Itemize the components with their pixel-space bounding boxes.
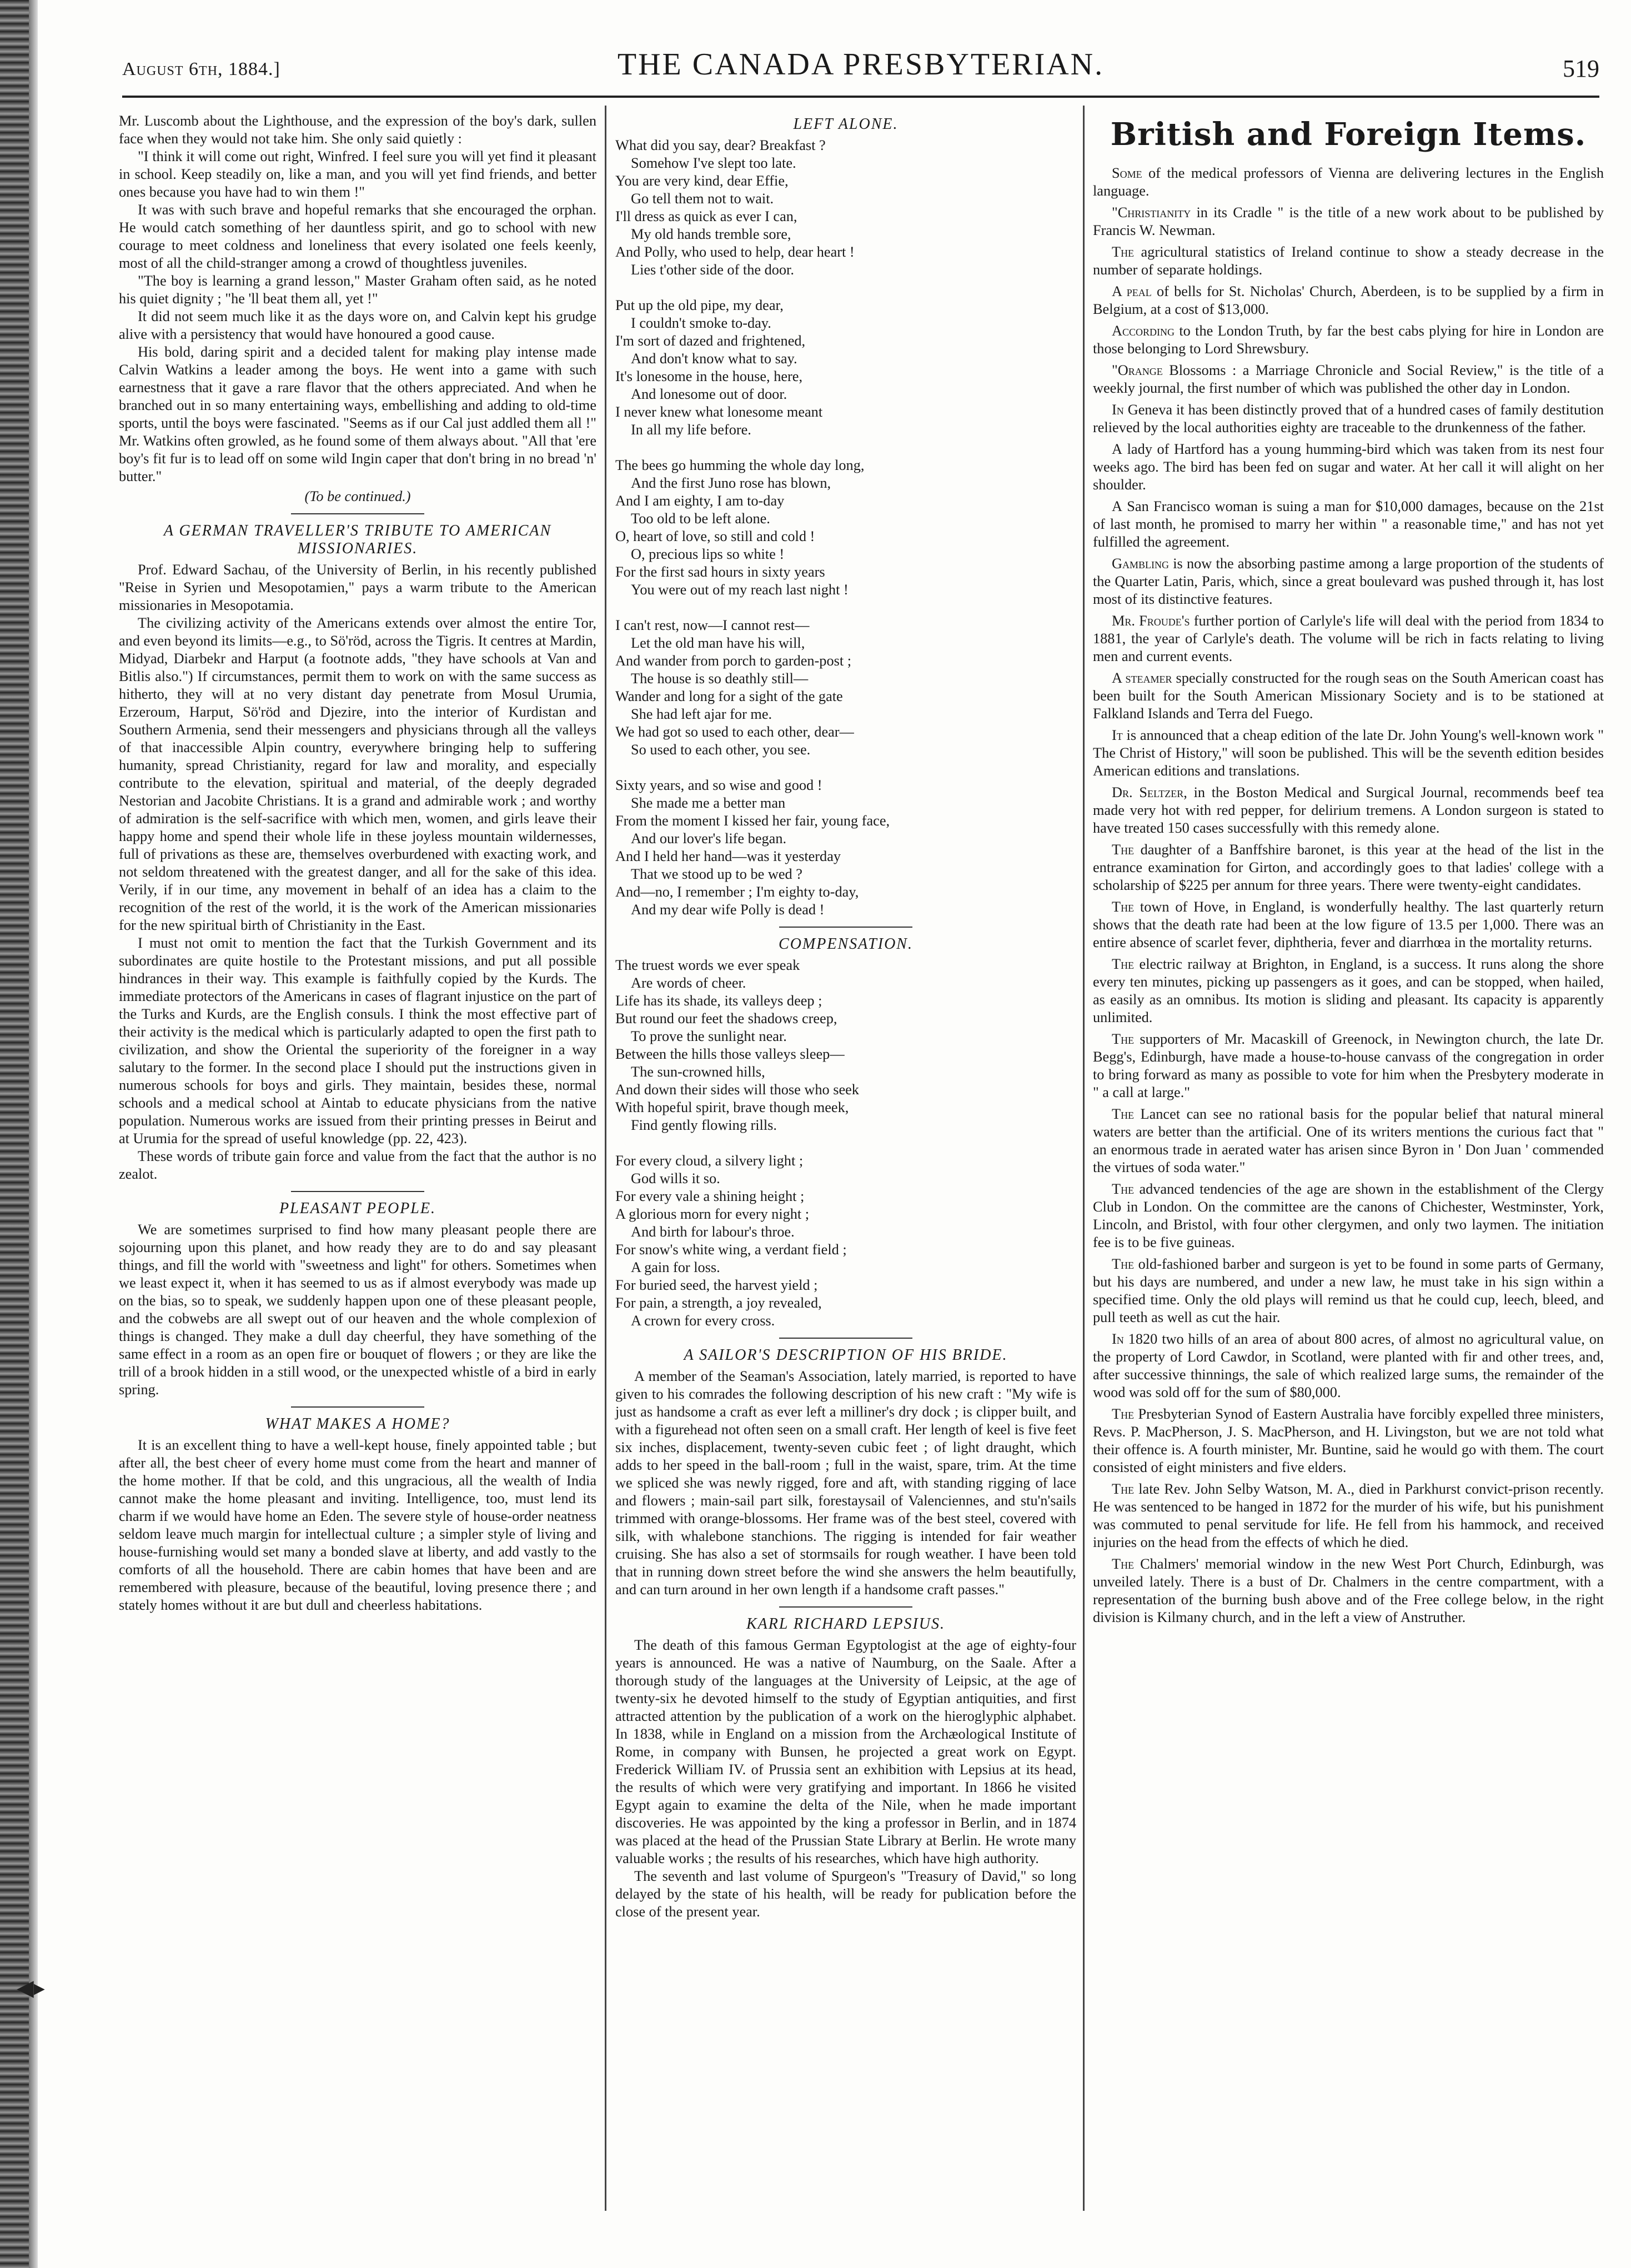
book-binding-edge	[0, 0, 29, 2268]
section-divider	[779, 1338, 912, 1339]
poem-line: To prove the sunlight near.	[631, 1028, 787, 1044]
poem-left-alone	[615, 137, 1076, 919]
news-item-lead: The	[1112, 1556, 1135, 1572]
paragraph: "The boy is learning a grand lesson," Master Graham often said, as he noted his quiet dignity ; "he 'll beat them all, yet !"	[119, 273, 596, 307]
poem-line: For pain, a strength, a joy revealed,	[615, 1295, 822, 1311]
poem-line: Lies t'other side of the door.	[631, 262, 794, 278]
paragraph: A member of the Seaman's Association, lately married, is reported to have given to his comrades the following description of his new craft : "My wife is just as handsome a craft as ever left a milliner's dry dock ; is clipper built, and with a figurehead not often seen on a small craft. Her length of keel is five feet six inches, displacement, twenty-seven cubic feet ; of light draught, which adds to her speed in the ball-room ; full in the waist, spare, trim. At the time we spliced she was newly rigged, fore and aft, with standing rigging of lace and flowers ; main-sail part silk, forestaysail of Valenciennes, and stu'n'sails trimmed with orange-blossoms. Her frame was of the best steel, covered with silk, with whalebone stanchions. The rigging is intended for fair weather cruising. She has also a set of stormsails for rough weather. I have been told that in running down street before the wind she answers the helm beautifully, and can turn around in her own length if a handsome craft passes."	[615, 1368, 1076, 1598]
column-2	[615, 112, 1076, 1921]
news-item	[1093, 784, 1604, 837]
news-item-text: further portion of Carlyle's life will deal with the period from 1834 to 1881, the year of Carlyle's death. The volume will be rich in facts relating to living men and current events.	[1093, 613, 1604, 664]
poem-line: Life has its shade, its valleys deep ;	[615, 993, 822, 1009]
article-heading: A GERMAN TRAVELLER'S TRIBUTE TO AMERICAN MISSIONARIES.	[163, 522, 552, 557]
news-item	[1093, 1180, 1604, 1251]
poem-line: Sixty years, and so wise and good !	[615, 777, 822, 793]
column-1	[119, 112, 596, 1614]
paragraph: It did not seem much like it as the days wore on, and Calvin kept his grudge alive with a persistency that would have honoured a good cause.	[119, 308, 596, 342]
news-item-text: is now the absorbing pastime among a large proportion of the students of the Quarter Latin, Paris, which, since a great boulevard was pushed through it, has lost most of its distinctive features.	[1093, 555, 1604, 607]
poem-line: O, heart of love, so still and cold !	[615, 528, 815, 544]
poem-line: Let the old man have his will,	[631, 635, 805, 651]
article-heading: KARL RICHARD LEPSIUS.	[746, 1615, 946, 1633]
poem-line: I never knew what lonesome meant	[615, 404, 823, 420]
poem-line: For the first sad hours in sixty years	[615, 564, 825, 580]
paragraph: "I think it will come out right, Winfred. I feel sure you will yet find it pleasant in school. Keep steadily on, like a man, and you will yet find friends, and better ones because you have had to win them !"	[119, 148, 596, 200]
news-item-text: late Rev. John Selby Watson, M. A., died in Parkhurst convict-prison recently. He was sentenced to be hanged in 1872 for the murder of his wife, but his punishment was commuted to penal servitude for life. He fell from his hammock, and received injuries on the head from the effects of which he died.	[1093, 1481, 1604, 1550]
paragraph: The death of this famous German Egyptologist at the age of eighty-four years is announced. He was a native of Naumburg, on the Saale. After a thorough study of the languages at the University of Leipsic, at the age of twenty-six he devoted himself to the study of Egyptian antiquities, and first attracted attention by the publication of a work on the hieroglyphic alphabet. In 1838, while in England on a mission from the Archæological Institute of Rome, in company with Bunsen, he projected a great work on Egypt. Frederick William IV. of Prussia sent an exhibition with Lepsius at its head, the results of which were very gratifying and important. In 1866 he visited Egypt again to examine the delta of the Nile, when he made important discoveries. He was appointed by the king a professor in Berlin, and in 1874 was placed at the head of the Prussian State Library at Berlin. He wrote many valuable works ; the results of his researches, which have high authority.	[615, 1637, 1076, 1866]
poem-line: The bees go humming the whole day long,	[615, 457, 865, 473]
poem-line: I'm sort of dazed and frightened,	[615, 333, 806, 349]
news-item-lead: The	[1112, 1406, 1135, 1422]
news-item-text: old-fashioned barber and surgeon is yet to be found in some parts of Germany, but his days are numbered, and under a new law, he must take in his sign within a specified time. Only the old plays will remind us that he could cup, leech, bleed, and pull teeth as well as cut the hair.	[1093, 1256, 1604, 1325]
news-item-lead: Mr. Froude's	[1112, 613, 1190, 629]
column-rule-1	[605, 106, 606, 2211]
poem-line: And—no, I remember ; I'm eighty to-day,	[615, 884, 859, 900]
news-item	[1093, 164, 1604, 200]
news-item-text: specially constructed for the rough seas on the South American coast has been built for the South American Missionary Society and is to be stationed at Falkland Islands and Terra del Fuego.	[1093, 670, 1604, 722]
poem-line: She made me a better man	[631, 795, 786, 811]
news-item	[1093, 498, 1604, 551]
news-item	[1093, 612, 1604, 665]
news-item-lead: A	[1112, 498, 1122, 514]
section-divider	[779, 1606, 912, 1608]
news-item-text: in its Cradle " is the title of a new work about to be published by Francis W. Newman.	[1093, 204, 1604, 238]
news-item-lead: The	[1112, 842, 1135, 858]
news-item	[1093, 283, 1604, 318]
news-item-lead: The	[1112, 1106, 1135, 1122]
poem-line: A gain for loss.	[631, 1259, 720, 1275]
news-item-lead: Some	[1112, 165, 1142, 181]
section-masthead: British and Foreign Items.	[1110, 116, 1587, 153]
news-item-text: in the Boston Medical and Surgical Journal, recommends beef tea made very hot with red pepper, for delirium tremens. A London surgeon is stated to have treated 150 cases successfully with this remedy alone.	[1093, 784, 1604, 836]
poem-line: I can't rest, now—I cannot rest—	[615, 617, 810, 633]
news-item-text: town of Hove, in England, is wonderfully healthy. The last quarterly return shows that the death rate had been at the low figure of 13.5 per 1,000. There was an entire absence of scarlet fever, diphtheria, fever and diarrhœa in the mortality returns.	[1093, 899, 1604, 950]
news-item	[1093, 955, 1604, 1027]
poem-line: And I held her hand—was it yesterday	[615, 848, 841, 864]
stanza-break	[615, 599, 1076, 617]
news-item-text: Lancet can see no rational basis for the popular belief that natural mineral waters are better than the artificial. One of its writers mentions the curious fact that " an enormous trade in aerated water has arisen since Byron in ' Don Juan ' commended the virtues of soda water."	[1093, 1106, 1604, 1175]
poem-line: The house is so deathly still—	[631, 670, 809, 687]
section-divider	[779, 927, 912, 928]
news-item-text: of the medical professors of Vienna are delivering lectures in the English language.	[1093, 165, 1604, 199]
news-item-text: Geneva it has been distinctly proved that of a hundred cases of family destitution relieved by the local authorities eighty are traceable to the drunkenness of the father.	[1093, 402, 1604, 435]
paragraph: Prof. Edward Sachau, of the University of Berlin, in his recently published "Reise in Syrien und Mesopotamien," pays a warm tribute to the American missionaries in Mesopotamia.	[119, 562, 596, 613]
stanza-break	[615, 279, 1076, 297]
poem-line: I'll dress as quick as ever I can,	[615, 208, 797, 224]
news-item	[1093, 322, 1604, 358]
poem-line: What did you say, dear? Breakfast ?	[615, 137, 826, 153]
poem-line: Somehow I've slept too late.	[631, 155, 796, 171]
news-item	[1093, 401, 1604, 437]
poem-line: A crown for every cross.	[631, 1313, 775, 1329]
poem-line: And I am eighty, I am to-day	[615, 493, 785, 509]
news-item	[1093, 841, 1604, 894]
news-item	[1093, 669, 1604, 723]
news-item	[1093, 555, 1604, 608]
page-header	[122, 40, 1599, 98]
poem-line: And lonesome out of door.	[631, 386, 787, 402]
article-heading: A SAILOR'S DESCRIPTION OF HIS BRIDE.	[684, 1346, 1008, 1364]
poem-line: The sun-crowned hills,	[631, 1064, 765, 1080]
news-item-lead: "Orange	[1112, 362, 1163, 378]
poem-line: Too old to be left alone.	[631, 510, 770, 527]
newspaper-title: THE CANADA PRESBYTERIAN.	[617, 47, 1105, 82]
poem-line: Are words of cheer.	[631, 975, 746, 991]
news-item-lead: In	[1112, 402, 1124, 418]
article-heading: WHAT MAKES A HOME?	[265, 1415, 450, 1433]
news-item-lead: The	[1112, 956, 1135, 972]
news-item-text: of bells for St. Nicholas' Church, Aberdeen, is to be supplied by a firm in Belgium, at a cost of $13,000.	[1093, 283, 1604, 317]
news-item-lead: The	[1112, 899, 1135, 915]
poem-heading: COMPENSATION.	[779, 935, 913, 953]
news-item	[1093, 898, 1604, 952]
poem-line: And don't know what to say.	[631, 351, 797, 367]
news-item	[1093, 1330, 1604, 1401]
news-item	[1093, 362, 1604, 397]
binding-mark-icon: ◀▸	[17, 1975, 45, 2000]
paragraph: His bold, daring spirit and a decided talent for making play intense made Calvin Watkins a leader among the boys. He went into a game with such earnestness that it gave a rare flavor that the others appreciated. And when he branched out in so many entertaining ways, embellishing and adding to old-time sports, until the boys were fascinated. "Seems as if our Cal just addled them all !" Mr. Watkins often growled, as he found some of them always about. "All that 'ere boy's fit fur is to lead off on some wild Ingin caper that don't bring in no bread 'n' butter."	[119, 344, 596, 484]
news-item-text: supporters of Mr. Macaskill of Greenock, in Newington church, the late Dr. Begg's, Edinburgh, have made a house-to-house canvass of the congregation in order to bring forward as many as possible to vote for him when the Presbytery moderate in " a call at large."	[1093, 1031, 1604, 1100]
paragraph: It was with such brave and hopeful remarks that she encouraged the orphan. He would catch something of her dauntless spirit, and go to school with new courage to meet coldness and loneliness that every isolated one feels keenly, most of all the child-stranger among a crowd of thoughtless juveniles.	[119, 202, 596, 271]
news-item-text: is announced that a cheap edition of the late Dr. John Young's well-known work " The Christ of History," will soon be published. This will be the seventh edition besides American editions and translations.	[1093, 727, 1604, 779]
poem-line: I couldn't smoke to-day.	[631, 315, 771, 331]
poem-line: With hopeful spirit, brave though meek,	[615, 1099, 849, 1115]
stanza-break	[615, 1134, 1076, 1152]
poem-line: It's lonesome in the house, here,	[615, 368, 803, 384]
news-item-lead: "Christianity	[1112, 204, 1191, 221]
poem-line: So used to each other, you see.	[631, 742, 811, 758]
poem-compensation	[615, 957, 1076, 1330]
poem-line: Wander and long for a sight of the gate	[615, 688, 843, 704]
page-number: 519	[1563, 55, 1599, 82]
poem-line: And the first Juno rose has blown,	[631, 475, 831, 491]
news-item-lead: The	[1112, 1256, 1135, 1272]
news-item	[1093, 243, 1604, 279]
news-item-text: agricultural statistics of Ireland continue to show a steady decrease in the number of separate holdings.	[1093, 244, 1604, 278]
paragraph: Mr. Luscomb about the Lighthouse, and the expression of the boy's dark, sullen face when they would not take him. She only said quietly :	[119, 113, 596, 147]
news-item-lead: A	[1112, 441, 1122, 457]
issue-date: August 6th, 1884.]	[122, 59, 280, 79]
news-item-text: Chalmers' memorial window in the new West Port Church, Edinburgh, was unveiled lately. There is a bust of Dr. Chalmers in the centre compartment, with a representation of the burning bush above and of the Free college below, in the right division is Kilmany church, and in the left a view of Anstruther.	[1093, 1556, 1604, 1625]
poem-line: Go tell them not to wait.	[631, 191, 774, 207]
paragraph: I must not omit to mention the fact that the Turkish Government and its subordinates are quite hostile to the Protestant missions, and put all possible hindrances in their way. This example is faithfully copied by the Kurds. The immediate protectors of the Americans in cases of flagrant injustice on the part of the Turks and Kurds, are the English consuls. I think the most effective part of their activity is the medical which is particularly adapted to open the first path to civilization, and show the Oriental the superiority of the foreigner in a way salutary to the former. In the second place I should put the instructions given in numerous schools for boys and girls. They maintain, besides these, normal schools and a medical school at Aintab to educate physicians from the native population. Numerous works are issued from their printing presses in Beirut and at Urumia for the spread of useful knowledge (pp. 22, 423).	[119, 935, 596, 1146]
poem-line: And down their sides will those who seek	[615, 1082, 859, 1098]
news-item-text: 1820 two hills of an area of about 800 acres, of almost no agricultural value, on the property of Lord Cawdor, in Scotland, were planted with fir and other trees, and, after successive thinnings, the sale of which realized large sums, the remainder of the wood was sold off for the sum of $80,000.	[1093, 1331, 1604, 1400]
poem-line: From the moment I kissed her fair, young face,	[615, 813, 890, 829]
poem-line: For snow's white wing, a verdant field ;	[615, 1241, 847, 1258]
news-item	[1093, 1255, 1604, 1326]
section-divider	[291, 1191, 424, 1192]
news-item-lead: Dr. Seltzer,	[1112, 784, 1187, 800]
news-item	[1093, 204, 1604, 239]
news-item-text: Blossoms : a Marriage Chronicle and Social Review," is the title of a weekly journal, the first number of which was published the other day in London.	[1093, 362, 1604, 396]
column-3	[1093, 112, 1604, 1630]
poem-line: And birth for labour's throe.	[631, 1224, 795, 1240]
news-item-text: electric railway at Brighton, in England, is a success. It runs along the shore every ten minutes, picking up passengers as it goes, and can be stopped, when hailed, as easily as an omnibus. Its motion is sliding and pleasant. Its capacity is apparently unlimited.	[1093, 956, 1604, 1025]
news-item-text: San Francisco woman is suing a man for $10,000 damages, because on the 21st of last month, he promised to marry her within " a reasonable time," and has not yet fulfilled the agreement.	[1093, 498, 1604, 550]
poem-line: For buried seed, the harvest yield ;	[615, 1277, 818, 1293]
poem-line: You were out of my reach last night !	[631, 582, 849, 598]
poem-line: O, precious lips so white !	[631, 546, 785, 562]
news-item	[1093, 1555, 1604, 1626]
poem-line: A glorious morn for every night ;	[615, 1206, 810, 1222]
news-item-text: daughter of a Banffshire baronet, is this year at the head of the list in the entrance examination for Girton, and accordingly goes to that ladies' college with a scholarship of $225 per annum for three years. There were twenty-eight candidates.	[1093, 842, 1604, 893]
news-item-lead: The	[1112, 1481, 1135, 1497]
news-item	[1093, 1405, 1604, 1476]
poem-line: And Polly, who used to help, dear heart !	[615, 244, 855, 260]
paragraph: It is an excellent thing to have a well-kept house, finely appointed table ; but after all, the best cheer of every home must come from the heart and manner of the home mother. If that be cold, and this ungracious, all the wealth of India cannot make the home pleasant and inviting. Intelligence, too, must lend its charm if we would have home an Eden. The severe style of house-order neatness seldom leave much margin for intellectual culture ; a simpler style of living and house-furnishing would set many a bonded slave at liberty, and add vastly to the comforts of all the household. There are cabin homes that have been and are remembered with pleasure, because of the beautiful, loving presence there ; and stately homes without it are but dull and cheerless habitations.	[119, 1437, 596, 1613]
poem-line: You are very kind, dear Effie,	[615, 173, 789, 189]
article-heading: PLEASANT PEOPLE.	[279, 1200, 436, 1217]
news-item-text: to the London Truth, by far the best cabs plying for hire in London are those belonging to Lord Shrewsbury.	[1093, 323, 1604, 357]
section-divider	[291, 513, 424, 514]
paragraph: These words of tribute gain force and value from the fact that the author is no zealot.	[119, 1148, 596, 1182]
paragraph: The civilizing activity of the Americans extends over almost the entire Tor, and even beyond its limits—e.g., to Sö'röd, across the Tigris. It centres at Mardin, Midyad, Diarbekr and Harput (a footnote adds, "they have schools at Van and Bitlis also.") If circumstances, permit them to work on with the same success as hitherto, they will at no very distant day penetrate from Mosul Urumia, Erzeroum, Harput, Sö'röd and Djezire, into the interior of Kurdistan and Southern Armenia, send their messengers and physicians through all the valleys of that inaccessible Alpin country, everywhere bringing help to suffering humanity, spread Christianity, regard for law and morality, and especially contribute to the elevation, spiritual and material, of the deeply degraded Nestorian and Jacobite Christians. It is a grand and admirable work ; and worthy of admiration is the self-sacrifice with which men, women, and girls leave their happy home and spend their whole life in these joyless mountain wildernesses, full of privations as these are, themselves overburdened with exacting work, and not seldom threatened with the greatest danger, and all for the sake of this idea. Verily, if in our time, any movement in behalf of an idea has a claim to the recognition of the rest of the world, it is the work of the American missionaries for the new spiritual birth of Christianity in the East.	[119, 615, 597, 933]
news-item	[1093, 727, 1604, 780]
news-item-lead: Gambling	[1112, 555, 1169, 572]
news-item-text: advanced tendencies of the age are shown in the establishment of the Clergy Club in London. On the committee are the canons of Chichester, Westminster, York, Lincoln, and Bristol, with four other clergymen, and only two laymen. The initiation fee is to be five guineas.	[1093, 1181, 1604, 1250]
poem-line: She had left ajar for me.	[631, 706, 772, 722]
column-rule-2	[1083, 106, 1085, 2211]
poem-line: That we stood up to be wed ?	[631, 866, 802, 882]
news-item-lead: A steamer	[1112, 670, 1172, 686]
news-items	[1093, 164, 1604, 1626]
news-item-text: Presbyterian Synod of Eastern Australia have forcibly expelled three ministers, Revs. P. MacPherson, J. S. MacPherson, and H. Livingston, but we are not told what their offence is. A fourth minister, Mr. Buntine, said he would go with them. The court consisted of eight ministers and five elders.	[1093, 1406, 1604, 1475]
paragraph: We are sometimes surprised to find how many pleasant people there are sojourning upon this planet, and how ready they are to do and say pleasant things, and fill the world with "sweetness and light" for others. Sometimes when we least expect it, when it has seemed to us as if almost everybody was made up on the bias, so to speak, we suddenly happen upon one of these pleasant people, and the cobwebs are all swept out of our heaven and the whole complexion of things is changed. They make a dull day cheerful, they have something of the same effect in a room as an open fire or bouquet of flowers ; or they are like the trill of a brook hidden in a still wood, or the unexpected whistle of a bird in early spring.	[119, 1221, 596, 1398]
news-item-lead: The	[1112, 244, 1135, 260]
poem-line: In all my life before.	[631, 422, 751, 438]
stanza-break	[615, 439, 1076, 457]
news-item	[1093, 1480, 1604, 1551]
binding-shadow	[29, 0, 38, 2268]
to-be-continued: (To be continued.)	[304, 488, 411, 504]
news-item-lead: It	[1112, 727, 1123, 743]
poem-line: For every cloud, a silvery light ;	[615, 1153, 804, 1169]
poem-line: But round our feet the shadows creep,	[615, 1010, 837, 1027]
news-item-lead: The	[1112, 1181, 1135, 1197]
poem-line: Find gently flowing rills.	[631, 1117, 777, 1133]
poem-line: And our lover's life began.	[631, 830, 787, 847]
stanza-break	[615, 759, 1076, 777]
news-item	[1093, 1030, 1604, 1102]
poem-heading: LEFT ALONE.	[793, 116, 899, 133]
poem-line: And wander from porch to garden-post ;	[615, 653, 852, 669]
news-item	[1093, 1105, 1604, 1176]
news-item	[1093, 440, 1604, 494]
news-item-lead: In	[1112, 1331, 1124, 1347]
news-item-lead: According	[1112, 323, 1175, 339]
poem-line: My old hands tremble sore,	[631, 226, 791, 242]
news-item-text: lady of Hartford has a young humming-bird which was taken from its nest four weeks ago. The bird has been fed on sugar and water. At her call it will alight on her shoulder.	[1093, 441, 1604, 493]
poem-line: Put up the old pipe, my dear,	[615, 297, 784, 313]
story-continuation	[119, 112, 596, 485]
poem-line: Between the hills those valleys sleep—	[615, 1046, 845, 1062]
poem-line: The truest words we ever speak	[615, 957, 800, 973]
section-divider	[291, 1406, 424, 1408]
poem-line: And my dear wife Polly is dead !	[631, 902, 825, 918]
news-item-lead: The	[1112, 1031, 1135, 1047]
poem-line: For every vale a shining height ;	[615, 1188, 805, 1204]
poem-line: We had got so used to each other, dear—	[615, 724, 854, 740]
paragraph: The seventh and last volume of Spurgeon's "Treasury of David," so long delayed by the state of his health, will be ready for publication before the close of the present year.	[615, 1868, 1076, 1920]
news-item-lead: A peal	[1112, 283, 1152, 299]
poem-line: God wills it so.	[631, 1170, 720, 1186]
